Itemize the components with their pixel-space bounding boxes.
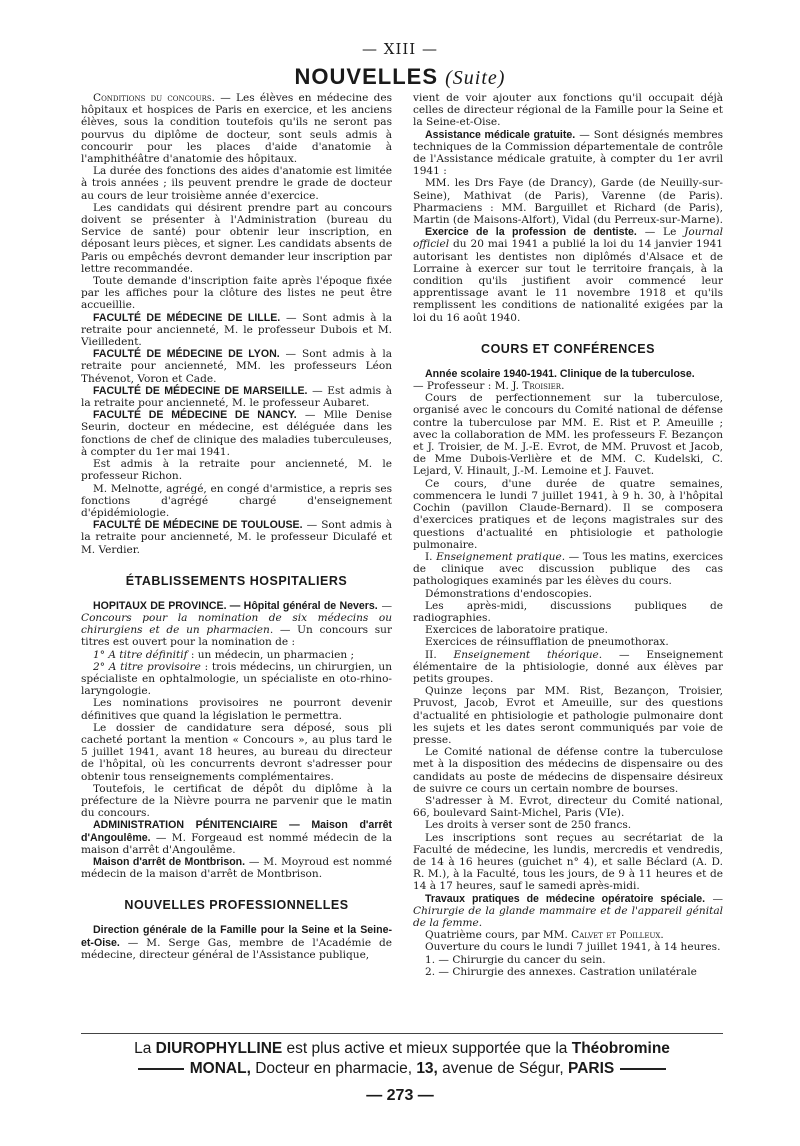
annee-scolaire [413,368,723,392]
left-column [81,92,392,1027]
hopitaux-province [81,600,392,649]
exercice-dentiste [413,226,723,324]
run-text: I. [425,550,437,563]
run-heading: FACULTÉ DE MÉDECINE DE MARSEILLE. [93,384,308,397]
faculty-nancy [81,409,392,458]
run-heading: Exercice de la profession de dentiste. [425,226,637,239]
run-text: — Tous les matins, exercices de clinique avec discussion publique des cas pathologiques examinés par les élèves du cours. [413,550,723,588]
run-text: — Est admis à la retraite pour ancienneté, M. le professeur Aubaret. [81,384,392,410]
paragraph: M. Melnotte, agrégé, en congé d'armistice, a repris ses fonctions d'agrégé chargé d'enseignement d'épidémiologie. [81,482,392,519]
run-text: — Les élèves en médecine des hôpitaux et hospices de Paris en exercice, et les anciens élèves, sous la condition toutefois qu'ils ne seront pas pourvus du diplôme de docteur, sont seuls admis à concourir pour les places d'aide d'anatomie à l'amphithéâtre d'anatomie des hôpitaux. [81,92,392,166]
paragraph: Les candidats qui désirent prendre part au concours doivent se présenter à l'Administration (bureau du Service de santé) pour obtenir leur inscription, en déposant leurs pièces, et signer. Les candidats absents de Paris ou empêchés devront demander leur inscription par lettre recommandée. [81,201,392,275]
paragraph: S'adresser à M. Evrot, directeur du Comité national, 66, boulevard Saint-Michel, Paris (VIe). [413,794,723,820]
paragraph [413,929,723,941]
ad-brand: Théobromine [571,1040,670,1057]
travaux-pratiques [413,893,723,930]
paragraph: Démonstrations d'endoscopies. [425,587,592,600]
administration-penitenciaire [81,819,392,856]
faculty-toulouse [81,519,392,556]
paragraph: Exercices de réinsufflation de pneumothorax. [425,636,669,649]
ad-brand: DIUROPHYLLINE [155,1040,283,1057]
run-heading: Maison d'arrêt de Montbrison. [93,855,246,868]
maison-montbrison [81,856,392,880]
advertisement-line-2 [81,1060,723,1078]
ad-text-bold: 13, [416,1060,438,1077]
run-heading: HOPITAUX DE PROVINCE. — Hôpital général de Nevers. [93,599,378,612]
ad-text-bold: PARIS [568,1060,615,1077]
paragraph: Les nominations provisoires ne pourront devenir définitives que quand la législation le permettra. [81,697,392,722]
paragraph: Quinze leçons par MM. Rist, Bezançon, Troisier, Pruvost, Jacob, Evrot et Ameuille, sur des questions d'actualité en phtisiologie et pathologie pulmonaire dont les sujets et les dates seront communiqués par voie de presse. [413,685,723,746]
faculty-marseille [81,385,392,409]
run-text: — Sont admis à la retraite pour ancienneté, MM. les professeurs Léon Thévenot, Voron et Cade. [81,348,392,385]
title-main: NOUVELLES [294,64,439,89]
run-heading: Direction générale de la Famille pour la Seine et la Seine-et-Oise. [81,924,392,949]
assistance-medicale [413,129,723,178]
run-heading: Année scolaire 1940-1941. Clinique de la tuberculose. [425,367,695,380]
run-heading: FACULTÉ DE MÉDECINE DE NANCY. [93,409,297,422]
paragraph: Le dossier de candidature sera déposé, sous pli cacheté portant la mention « Concours », au plus tard le 5 juillet 1941, avant 18 heures, au bureau du directeur de l'hôpital, où les concurrents devront s'adresser pour obtenir tous renseignements complémentaires. [81,721,392,783]
page-number: — 273 — [366,1087,434,1104]
run-text: — M. Moyroud est nommé médecin de la maison d'arrêt de Montbrison. [81,855,392,881]
paragraph: Toutefois, le certificat de dépôt du diplôme à la préfecture de la Nièvre pourra ne parvenir que le matin du concours. [81,782,392,820]
paragraph [81,649,392,661]
ad-text: La [134,1040,156,1057]
run-heading: ADMINISTRATION PÉNITENCIAIRE — Maison d'arrêt d'Angoulême. [81,819,392,844]
run-italic: — Concours pour la nomination de six médecins ou chirurgiens et de un pharmacien. [81,599,392,637]
run-text: — Sont admis à la retraite pour ancienneté, M. le professeur Dubois et M. Vieilledent. [81,311,392,349]
run-heading: FACULTÉ DE MÉDECINE DE LYON. [93,348,280,361]
run-italic: Enseignement pratique. [436,550,566,563]
paragraph: Cours de perfectionnement sur la tuberculose, organisé avec le concours du Comité national de défense contre la tuberculose par MM. E. Rist et P. Ameuille ; avec la collaboration de MM. les professeurs F. Bezançon et J. Troisier, de M. J.-E. Evrot, de MM. Pruvost et Jacob, de Mme Dubois-Verlière et de MM. C. Kudelski, C. Lejard, V. Hinault, J.-M. Lemoine et J. Fauvet. [413,392,723,478]
run-smallcaps: Calvet et Poilleux. [571,929,664,942]
paragraph: Ouverture du cours le lundi 7 juillet 1941, à 14 heures. [425,941,721,954]
paragraph: Les inscriptions sont reçues au secrétariat de la Faculté de médecine, les lundis, mercredis et vendredis, de 14 à 16 heures (guichet n° 4), et salle Béclard (A. D. R. M.), à la Faculté, tous les jours, de 9 à 11 heures et de 14 à 17 heures, sauf le samedi après-midi. [413,831,723,893]
run-italic: — Chirurgie de la glande mammaire et de l'appareil génital de la femme. [413,892,723,929]
run-text: Quatrième cours, par MM. [425,929,572,942]
paragraph: MM. les Drs Faye (de Drancy), Garde (de Neuilly-sur-Seine), Mathivat (de Paris), Varenne (de Paris). Pharmaciens : MM. Barguillet et Richard (de Paris), Martin (de Maisons-Alfort), Vidal (du Perreux-sur-Marne). [413,177,723,227]
section-heading-cours: COURS ET CONFÉRENCES [481,341,655,356]
run-text: — Le [636,226,685,239]
run-text: — M. Serge Gas, membre de l'Académie de médecine, directeur général de l'Assistance publique, [81,936,392,961]
paragraph: Ce cours, d'une durée de quatre semaines, commencera le lundi 7 juillet 1941, à 9 h. 30, à l'hôpital Cochin (pavillon Claude-Bernard). Il se composera d'exercices pratiques et de leçons magistrales sur des questions d'actualité en phtisiologie et pathologie pulmonaire. [413,477,723,551]
paragraph [413,551,723,588]
paragraph: Les droits à verser sont de 250 francs. [425,819,632,832]
footer-divider [81,1033,723,1034]
section-heading-etablissements: ÉTABLISSEMENTS HOSPITALIERS [125,573,348,588]
run-smallcaps: Troisier. [522,380,565,393]
section-heading-professionnelles: NOUVELLES PROFESSIONNELLES [124,898,349,913]
run-text: : trois médecins, un chirurgien, un spécialiste en ophtalmologie, un spécialiste en oto-rhino-laryngologie. [81,660,392,698]
paragraph: La durée des fonctions des aides d'anatomie est limitée à trois années ; ils peuvent prendre le grade de docteur au cours de leur troisième année d'exercice. [81,165,392,202]
run-heading: Travaux pratiques de médecine opératoire spéciale. [425,892,706,905]
run-text: — M. Forgeaud est nommé médecin de la maison d'arrêt d'Angoulême. [81,831,392,856]
paragraph: 1. — Chirurgie du cancer du sein. [425,953,606,966]
faculty-lyon [81,348,392,385]
run-italic: Enseignement théorique. [453,648,603,661]
paragraph: Toute demande d'inscription faite après l'époque fixée par les affiches pour la clôture des listes ne peut être accueillie. [81,275,392,312]
run-text: — Enseignement élémentaire de la phtisiologie, donné aux élèves par petits groupes. [413,648,723,685]
paragraph [413,649,723,686]
faculty-lille [81,312,392,349]
title-suffix: (Suite) [445,67,506,89]
ad-rule [138,1068,184,1070]
roman-page-number: — XIII — [362,40,438,58]
ad-rule [620,1068,666,1070]
paragraph: Le Comité national de défense contre la tuberculose met à la disposition des médecins de dispensaire ou des candidats au poste de médecins de dispensaire désireux de suivre ce cours un certain nombre de bourses. [413,746,723,795]
run-heading: Conditions du concours. [93,92,215,104]
run-italic: Journal officiel [413,226,723,251]
paragraph [81,92,392,165]
ad-text: Docteur en pharmacie, [250,1060,417,1077]
run-text: du 20 mai 1941 a publié la loi du 14 janvier 1941 autorisant les dentistes non diplômés d'Alsace et de Lorraine à exercer sur tout le territoire français, à la condition qu'ils justifient avoir commencé leur apprentissage avant le 11 novembre 1918 et qu'ils remplissent les conditions de nationalité exigées par la loi du 16 août 1940. [413,238,723,324]
paragraph: 2. — Chirurgie des annexes. Castration unilatérale [425,965,697,978]
run-heading: Assistance médicale gratuite. [425,128,576,141]
run-heading: FACULTÉ DE MÉDECINE DE TOULOUSE. [93,519,303,532]
paragraph [81,661,392,698]
run-text: — Professeur : M. J. [413,380,523,393]
page-title [0,64,800,90]
paragraph: Exercices de laboratoire pratique. [425,624,608,637]
direction-famille [81,924,392,961]
run-text: — Un concours sur titres est ouvert pour la nomination de : [81,624,392,649]
run-italic: 1° A titre définitif [93,648,188,661]
run-heading: FACULTÉ DE MÉDECINE DE LILLE. [93,311,281,324]
run-text: — Sont désignés membres techniques de la Commission départementale de contrôle de l'Assistance médicale gratuite, à compter du 1er avril 1941 : [413,128,723,178]
ad-brand: MONAL, [189,1060,251,1077]
right-column [413,92,723,1027]
paragraph: vient de voir ajouter aux fonctions qu'il occupait déjà celles de directeur régional de la Famille pour la Seine et la Seine-et-Oise. [413,92,723,129]
paragraph: Les après-midi, discussions publiques de radiographies. [413,599,723,624]
paragraph: Est admis à la retraite pour ancienneté, M. le professeur Richon. [81,458,392,483]
ad-text: est plus active et mieux supportée que la [282,1040,572,1057]
run-italic: 2° A titre provisoire [93,660,201,673]
run-text: : un médecin, un pharmacien ; [187,648,355,661]
run-text: II. [425,648,454,661]
run-text: — Sont admis à la retraite pour ancienneté, M. le professeur Diculafé et M. Verdier. [81,519,392,556]
advertisement-line-1 [81,1040,723,1058]
run-text: — Mlle Denise Seurin, docteur en médecine, est déléguée dans les fonctions de chef de clinique des maladies tuberculeuses, à compter du 1er mai 1941. [81,409,392,458]
ad-text: avenue de Ségur, [437,1060,569,1077]
